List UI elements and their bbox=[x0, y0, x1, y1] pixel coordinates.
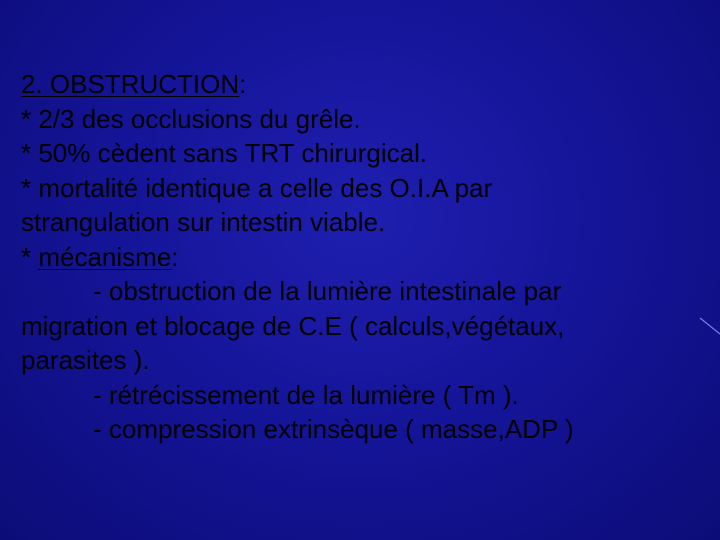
bullet-mortality-continued: strangulation sur intestin viable. bbox=[21, 207, 386, 237]
bullet-occlusions: * 2/3 des occlusions du grêle. bbox=[21, 103, 361, 134]
heading-colon: : bbox=[239, 69, 247, 99]
section-heading bbox=[21, 67, 711, 102]
heading-text: 2. OBSTRUCTION bbox=[21, 69, 240, 99]
sub-item-obstruction-end: parasites ). bbox=[21, 345, 150, 375]
bullet-non-surgical: * 50% cèdent sans TRT chirurgical. bbox=[21, 138, 428, 168]
sub-item-obstruction-continued: migration et blocage de C.E ( calculs,végétaux, bbox=[21, 310, 565, 341]
sub-item-narrowing: - rétrécissement de la lumière ( Tm ). bbox=[93, 379, 519, 410]
slide-body bbox=[21, 67, 711, 447]
sub-item-obstruction: - obstruction de la lumière intestinale par bbox=[93, 276, 562, 306]
mechanism-term: mécanisme bbox=[38, 241, 172, 272]
bullet-mechanism: * mécanisme: bbox=[21, 241, 179, 272]
bullet-mortality: * mortalité identique a celle des O.I.A par bbox=[21, 172, 493, 203]
sub-item-compression: - compression extrinsèque ( masse,ADP ) bbox=[93, 414, 574, 444]
